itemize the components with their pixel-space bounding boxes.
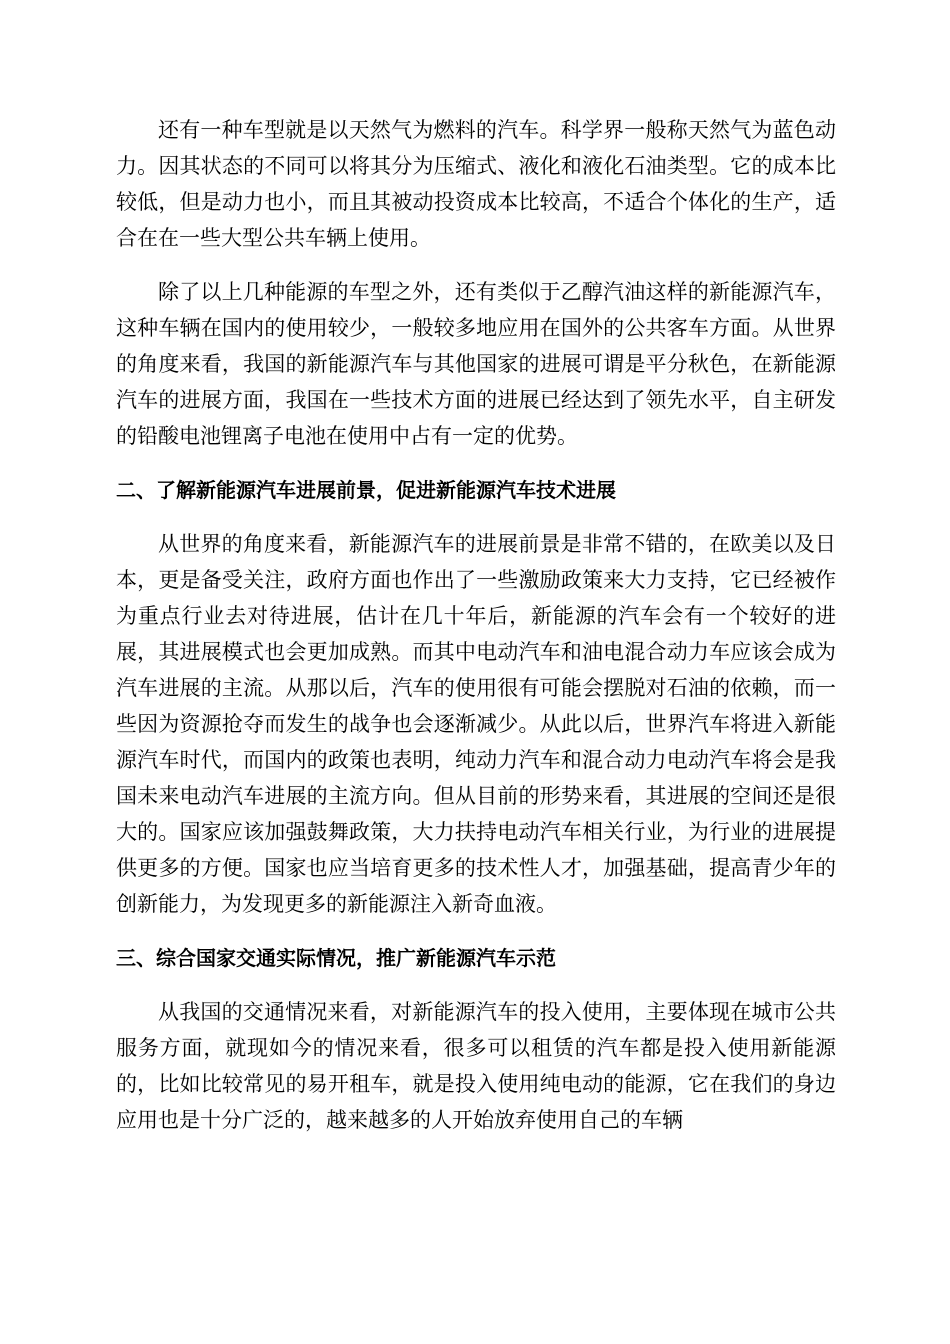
document-page [116, 112, 836, 1156]
paragraph-traffic-situation: 从我国的交通情况来看，对新能源汽车的投入使用，主要体现在城市公共服务方面，就现如今的情况来看，很多可以租赁的汽车都是投入使用新能源的，比如比较常见的易开租车，就是投入使用纯电动的能源，它在我们的身边应用也是十分广泛的，越来越多的人开始放弃使用自己的车辆 [116, 1000, 836, 1132]
section-heading-3: 三、综合国家交通实际情况，推广新能源汽车示范 [116, 946, 556, 970]
paragraph-development-prospects: 从世界的角度来看，新能源汽车的进展前景是非常不错的，在欧美以及日本，更是备受关注，政府方面也作出了一些激励政策来大力支持，它已经被作为重点行业去对待进展，估计在几十年后，新能源的汽车会有一个较好的进展，其进展模式也会更加成熟。而其中电动汽车和油电混合动力车应该会成为汽车进展的主流。从那以后，汽车的使用很有可能会摆脱对石油的依赖，而一些因为资源抢夺而发生的战争也会逐渐减少。从此以后，世界汽车将进入新能源汽车时代，而国内的政策也表明，纯动力汽车和混合动力电动汽车将会是我国未来电动汽车进展的主流方向。但从目前的形势来看，其进展的空间还是很大的。国家应该加强鼓舞政策，大力扶持电动汽车相关行业，为行业的进展提供更多的方便。国家也应当培育更多的技术性人才，加强基础，提高青少年的创新能力，为发现更多的新能源注入新奇血液。 [116, 532, 836, 916]
section-heading-2: 二、了解新能源汽车进展前景，促进新能源汽车技术进展 [116, 478, 616, 502]
paragraph-natural-gas-vehicles: 还有一种车型就是以天然气为燃料的汽车。科学界一般称天然气为蓝色动力。因其状态的不同可以将其分为压缩式、液化和液化石油类型。它的成本比较低，但是动力也小，而且其被动投资成本比较高，不适合个体化的生产，适合在在一些大型公共车辆上使用。 [116, 118, 836, 250]
paragraph-ethanol-vehicles: 除了以上几种能源的车型之外，还有类似于乙醇汽油这样的新能源汽车，这种车辆在国内的使用较少，一般较多地应用在国外的公共客车方面。从世界的角度来看，我国的新能源汽车与其他国家的进展可谓是平分秋色，在新能源汽车的进展方面，我国在一些技术方面的进展已经达到了领先水平，自主研发的铅酸电池锂离子电池在使用中占有一定的优势。 [116, 280, 836, 448]
